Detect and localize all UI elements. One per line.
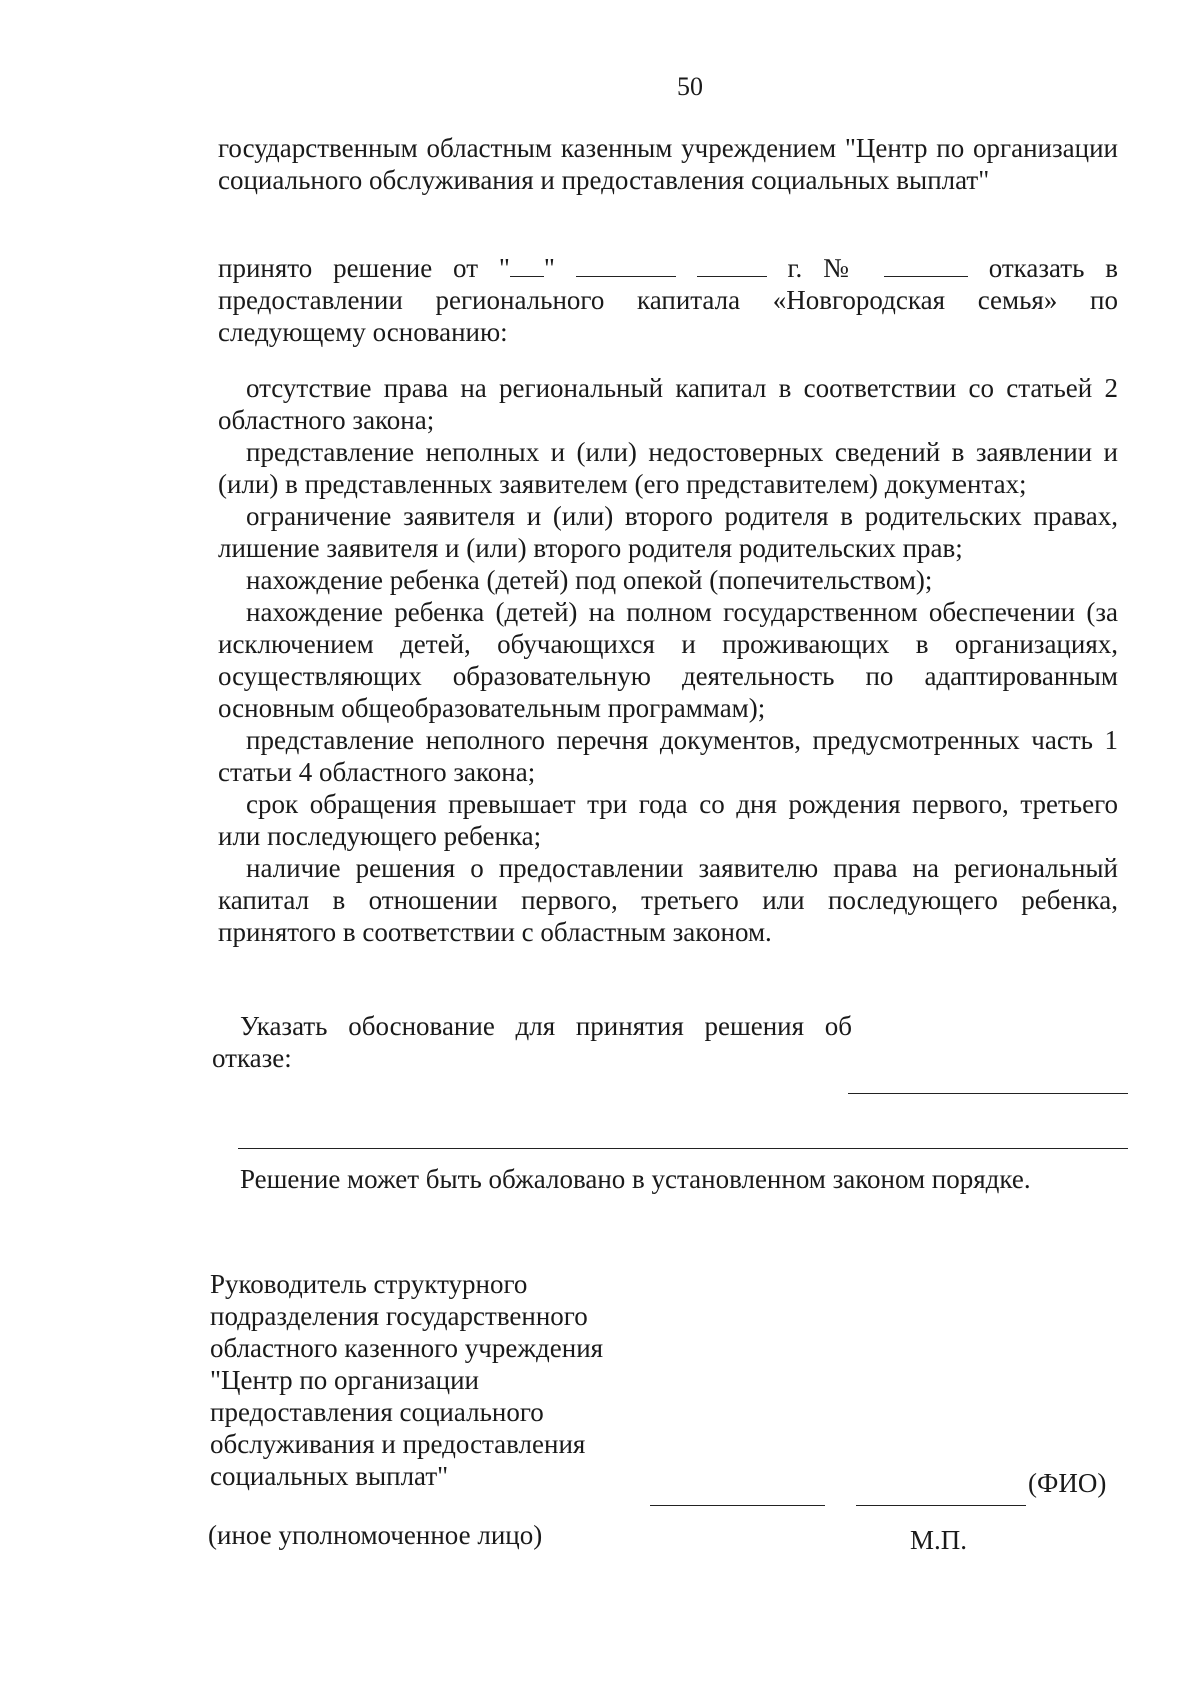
decision-text-part1: принято решение от " bbox=[218, 253, 510, 283]
appeal-notice: Решение может быть обжаловано в установленном законом порядке. bbox=[240, 1164, 1031, 1194]
refusal-grounds-list bbox=[218, 372, 1118, 948]
decision-text-part3: г. № bbox=[787, 253, 863, 283]
name-line bbox=[856, 1505, 1026, 1506]
signatory-line: обслуживания и предоставления bbox=[210, 1429, 586, 1459]
page-number: 50 bbox=[677, 72, 703, 101]
signatory-line: областного казенного учреждения bbox=[210, 1333, 604, 1363]
justification-line-long bbox=[238, 1148, 1128, 1149]
signatory-line: социальных выплат" bbox=[210, 1461, 449, 1491]
decision-text-part4: отказать в предоставлении регионального капитала «Новгородская семья» по следующему основанию: bbox=[218, 253, 1119, 347]
ground-item: представление неполного перечня документов, предусмотренных часть 1 статьи 4 областного закона; bbox=[218, 725, 1118, 787]
ground-item: нахождение ребенка (детей) на полном государственном обеспечении (за исключением детей, обучающихся и проживающих в организациях, осуществляющих образовательную деятельность по адаптированным основным общеобразовательным программам); bbox=[218, 597, 1118, 723]
justification-label bbox=[212, 1010, 852, 1074]
date-month-blank bbox=[576, 252, 676, 277]
decision-text bbox=[218, 252, 1118, 348]
signatory-line: Руководитель структурного bbox=[210, 1269, 528, 1299]
signatory-title bbox=[210, 1268, 770, 1492]
fio-label: (ФИО) bbox=[1028, 1468, 1107, 1498]
ground-item: нахождение ребенка (детей) под опекой (попечительством); bbox=[246, 565, 933, 595]
justification-text: Указать обоснование для принятия решения об отказе: bbox=[212, 1011, 852, 1073]
ground-item: отсутствие права на региональный капитал в соответствии со статьей 2 областного закона; bbox=[218, 373, 1118, 435]
decision-paragraph bbox=[218, 252, 1118, 348]
signatory-line: подразделения государственного bbox=[210, 1301, 588, 1331]
ground-item: наличие решения о предоставлении заявителю права на региональный капитал в отношении первого, третьего или последующего ребенка, принятого в соответствии с областным законом. bbox=[218, 853, 1118, 947]
signatory-line: "Центр по организации bbox=[210, 1365, 479, 1395]
institution-paragraph bbox=[218, 132, 1118, 196]
other-person-label: (иное уполномоченное лицо) bbox=[208, 1520, 543, 1550]
decision-number-blank bbox=[884, 252, 968, 277]
justification-line-short bbox=[848, 1093, 1128, 1094]
institution-text: государственным областным казенным учреждением "Центр по организации социального обслуживания и предоставления социальных выплат" bbox=[218, 133, 1118, 195]
ground-item: представление неполных и (или) недостоверных сведений в заявлении и (или) в представленных заявителем (его представителем) документах; bbox=[218, 437, 1118, 499]
ground-item: ограничение заявителя и (или) второго родителя в родительских правах, лишение заявителя и (или) второго родителя родительских прав; bbox=[218, 501, 1118, 563]
signatory-line: предоставления социального bbox=[210, 1397, 544, 1427]
signature-line bbox=[650, 1505, 825, 1506]
date-year-blank bbox=[697, 252, 767, 277]
ground-item: срок обращения превышает три года со дня рождения первого, третьего или последующего ребенка; bbox=[218, 789, 1118, 851]
date-day-blank bbox=[510, 252, 544, 277]
decision-text-part2: " bbox=[543, 253, 555, 283]
seal-label: М.П. bbox=[910, 1525, 968, 1555]
